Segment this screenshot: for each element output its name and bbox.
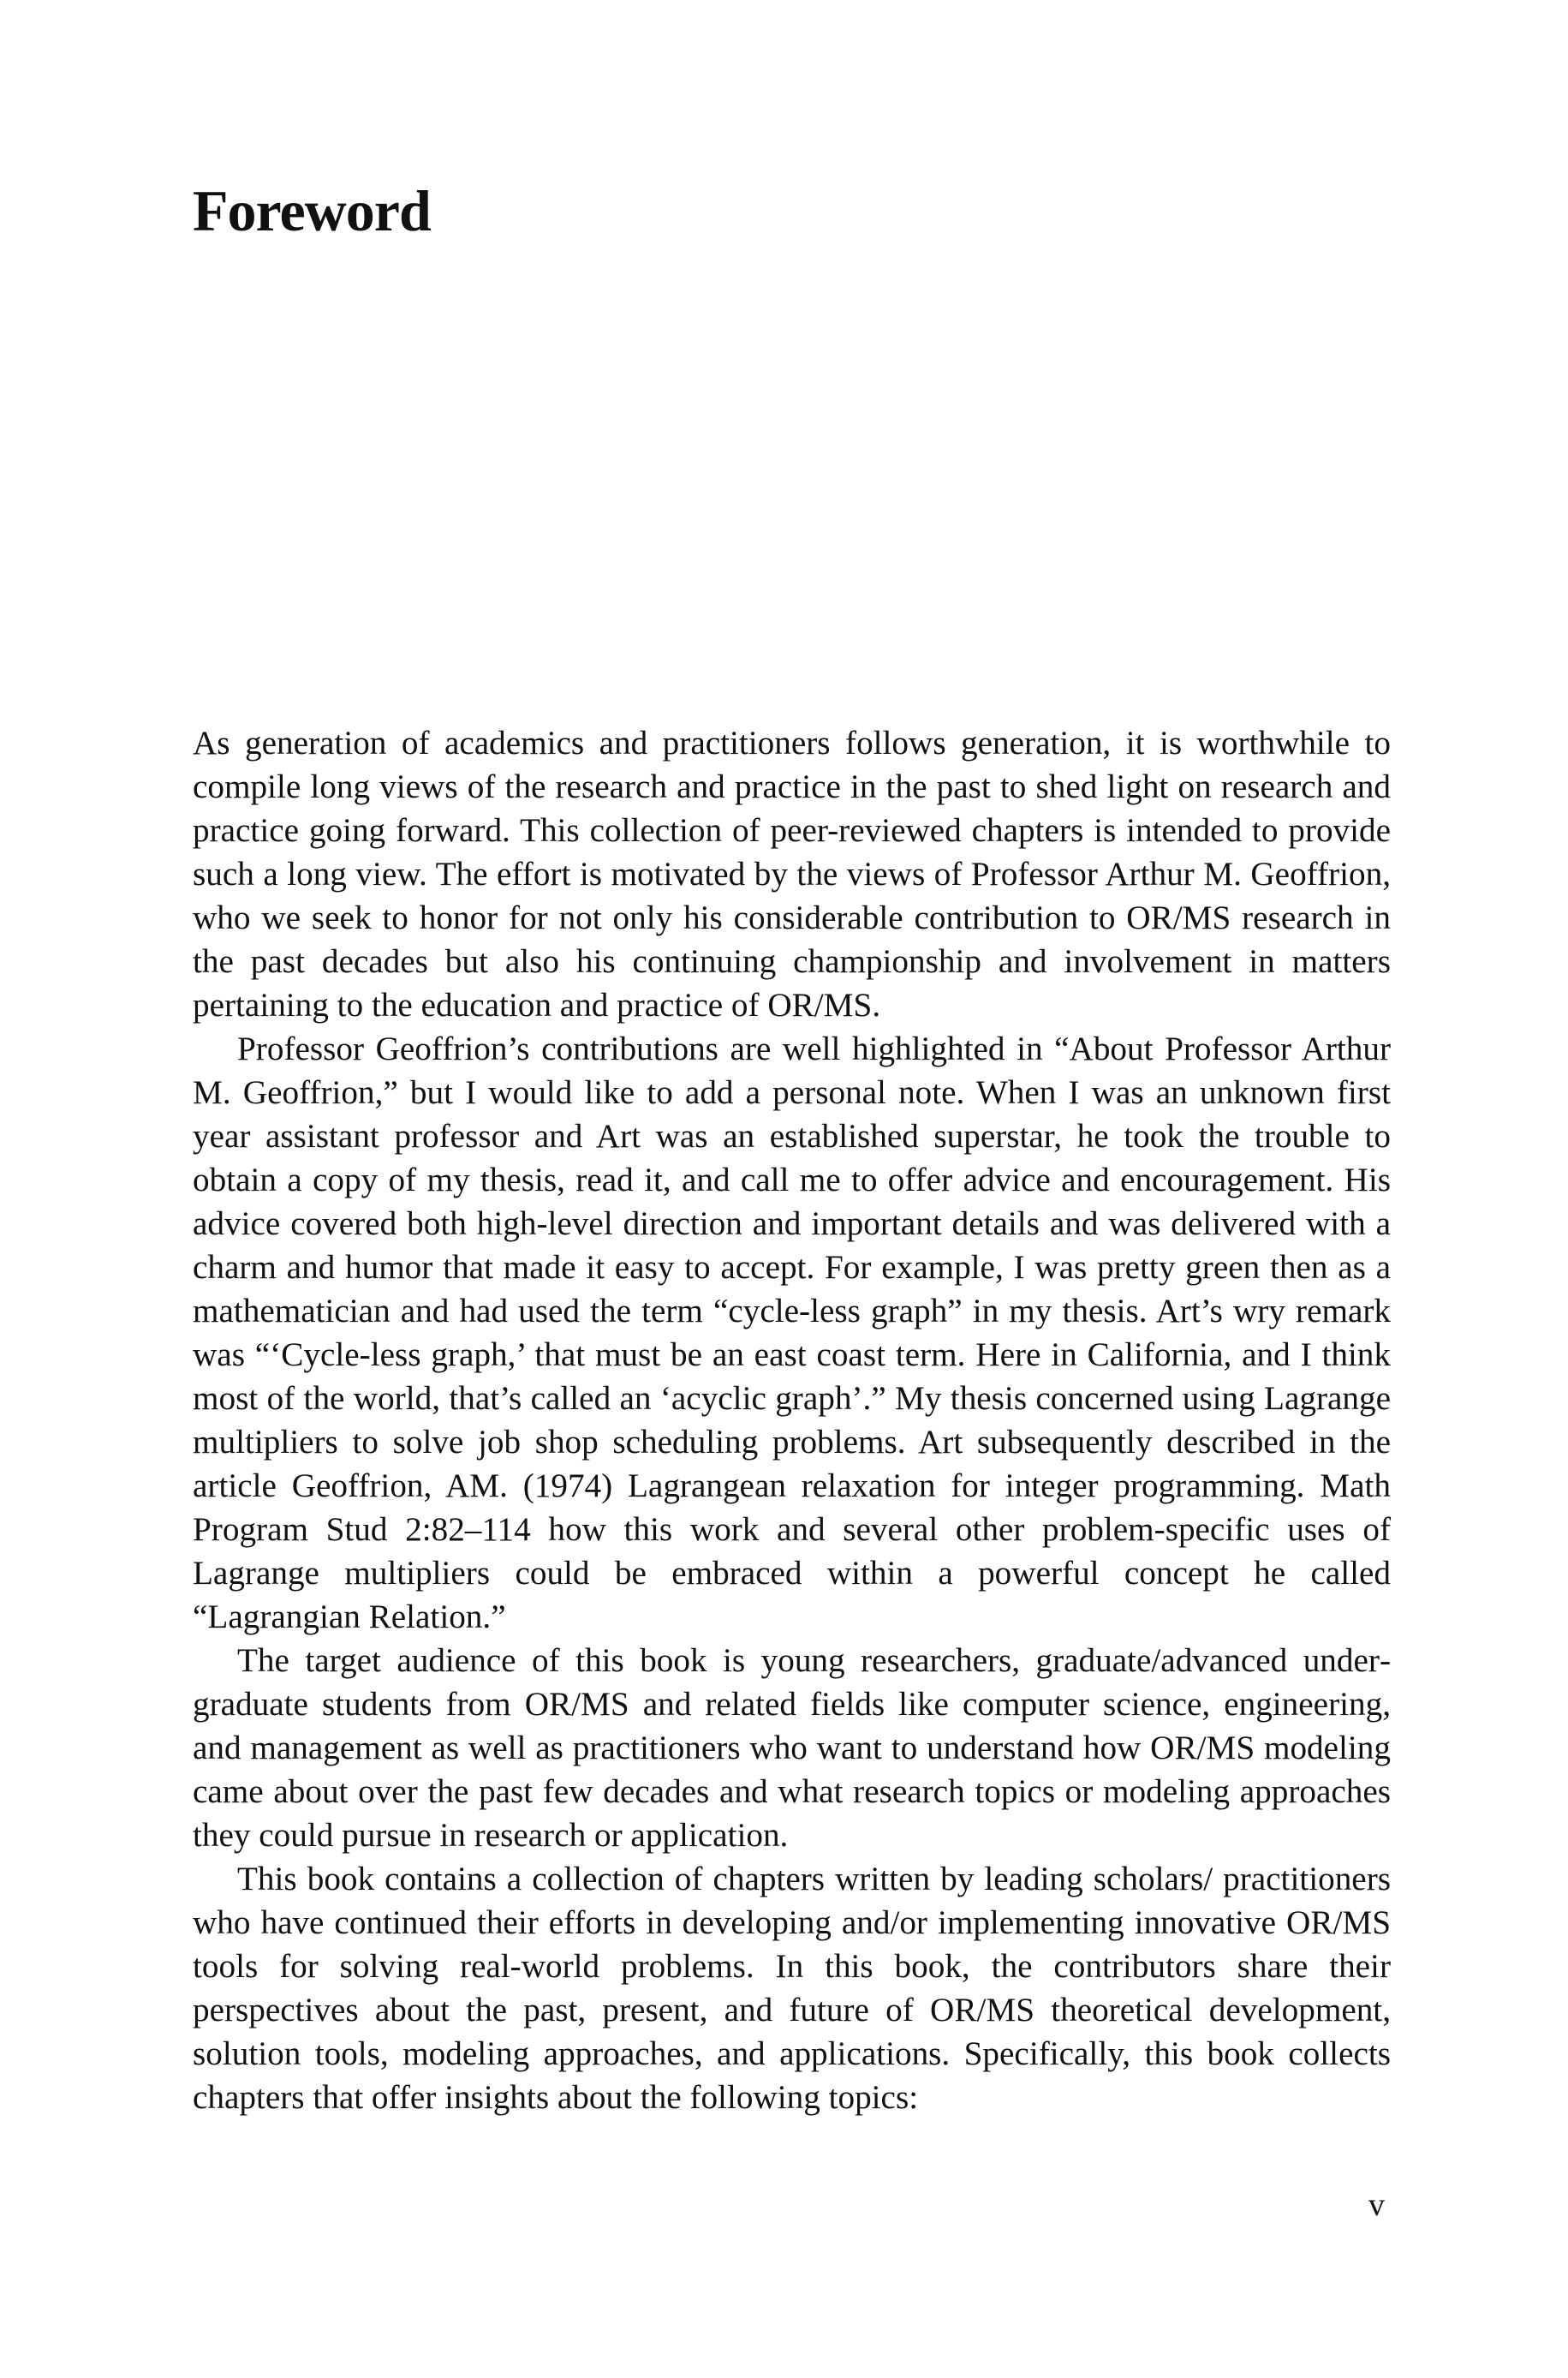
paragraph-4: This book contains a collection of chapters written by leading scholars/ practitioners who have continued their efforts in developing and/or implementing innovative OR/MS tools for solving real-world problems. In this book, the contributors share their perspectives about the past, present, and future of OR/MS theoretical development, solution tools, modeling approaches, and applications. Specifically, this book collects chapters that offer insights about the following topics: — [193, 1861, 1391, 2116]
page-number: v — [1368, 2187, 1385, 2223]
foreword-body — [193, 721, 1391, 2119]
paragraph-2: Professor Geoffrion’s contributions are well highlighted in “About Professor Arthur M. Geoffrion,” but I would like to add a personal note. When I was an unknown first year assistant professor and Art was an established superstar, he took the trouble to obtain a copy of my thesis, read it, and call me to offer advice and encouragement. His advice covered both high-level direction and important details and was delivered with a charm and humor that made it easy to accept. For example, I was pretty green then as a mathematician and had used the term “cycle-less graph” in my thesis. Art’s wry remark was “‘Cycle-less graph,’ that must be an east coast term. Here in California, and I think most of the world, that’s called an ‘acyclic graph’.” My thesis concerned using Lagrange multipliers to solve job shop scheduling problems. Art subsequently described in the article Geoffrion, AM. (1974) Lagrangean relaxation for integer programming. Math Program Stud 2:82–114 how this work and several other problem-specific uses of Lagrange multipliers could be embraced within a powerful concept he called “Lagrangian Relation.” — [193, 1031, 1391, 1635]
paragraph-1: As generation of academics and practitioners follows generation, it is worthwhile to compile long views of the research and practice in the past to shed light on research and practice going forward. This collection of peer-reviewed chapters is intended to provide such a long view. The effort is motivated by the views of Professor Arthur M. Geoffrion, who we seek to honor for not only his considerable contribution to OR/MS research in the past decades but also his continuing championship and involvement in matters pertaining to the education and practice of OR/MS. — [193, 725, 1391, 1024]
paragraph-3: The target audience of this book is young researchers, graduate/advanced undergraduate students from OR/MS and related fields like computer science, engineering, and management as well as practitioners who want to understand how OR/MS modeling came about over the past few decades and what research topics or modeling approaches they could pursue in research or application. — [193, 1642, 1391, 1854]
page-title: Foreword — [193, 178, 431, 243]
